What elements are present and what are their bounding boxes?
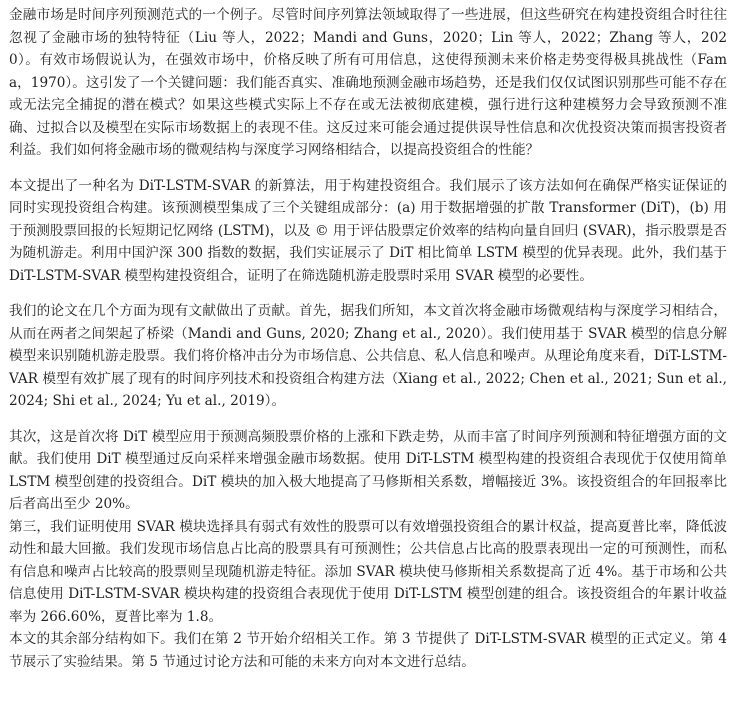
contribution-first-paragraph: 我们的论文在几个方面为现有文献做出了贡献。首先，据我们所知，本文首次将金融市场微观结构与深度学习相结合，从而在两者之间架起了桥梁（Mandi and Guns, 2020; Zhang et al., 2020）。我们使用基于 SVAR 模型的信息分解模型来识别随机游走股票。我们将价格冲击分为市场信息、公共信息、私人信息和噪声。从理论角度来看，DiT-LSTM-VAR 模型有效扩展了现有的时间序列技术和投资组合构建方法（Xiang et al., 2022; Chen et al., 2021; Sun et al., 2024; Shi et al., 2024; Yu et al., 2019）。 bbox=[9, 303, 727, 409]
structure-paragraph: 本文的其余部分结构如下。我们在第 2 节开始介绍相关工作。第 3 节提供了 DiT-LSTM-SVAR 模型的正式定义。第 4 节展示了实验结果。第 5 节通过讨论方法和可能的未来方向对本文进行总结。 bbox=[9, 631, 727, 670]
intro-paragraph: 金融市场是时间序列预测范式的一个例子。尽管时间序列算法领域取得了一些进展，但这些研究在构建投资组合时往往忽视了金融市场的独特特征（Liu 等人，2022；Mandi and Guns，2020；Lin 等人，2022；Zhang 等人，2020）。有效市场假说认为，在强效市场中，价格反映了所有可用信息，这使得预测未来价格走势变得极具挑战性（Fama，1970）。这引发了一个关键问题：我们能否真实、准确地预测金融市场趋势，还是我们仅仅试图识别那些可能不存在或无法完全捕捉的潜在模式？如果这些模式实际上不存在或无法被彻底建模，强行进行这种建模努力会导致预测不准确、过拟合以及模型在实际市场数据上的表现不佳。这反过来可能会通过提供误导性信息和次优投资决策而损害投资者利益。我们如何将金融市场的微观结构与深度学习网络相结合，以提高投资组合的性能？ bbox=[9, 7, 727, 158]
paper-body bbox=[9, 4, 727, 673]
contribution-second-paragraph: 其次，这是首次将 DiT 模型应用于预测高频股票价格的上涨和下跌走势，从而丰富了时间序列预测和特征增强方面的文献。我们使用 DiT 模型通过反向采样来增强金融市场数据。使用 DiT-LSTM 模型构建的投资组合表现优于仅使用简单 LSTM 模型创建的投资组合。DiT 模块的加入极大地提高了马修斯相关系数，增幅接近 3%。该投资组合的年回报率比后者高出至少 20%。 bbox=[9, 428, 727, 512]
method-paragraph: 本文提出了一种名为 DiT-LSTM-SVAR 的新算法，用于构建投资组合。我们展示了该方法如何在确保严格实证保证的同时实现投资组合构建。该预测模型集成了三个关键组成部分：(a) 用于数据增强的扩散 Transformer (DiT)，(b) 用于预测股票回报的长短期记忆网络 (LSTM)，以及 © 用于评估股票定价效率的结构向量自回归 (SVAR)，指示股票是否为随机游走。利用中国沪深 300 指数的数据，我们实证展示了 DiT 相比简单 LSTM 模型的优异表现。此外，我们基于 DiT-LSTM-SVAR 模型构建投资组合，证明了在筛选随机游走股票时采用 SVAR 模型的必要性。 bbox=[9, 177, 727, 284]
contribution-third-paragraph: 第三，我们证明使用 SVAR 模块选择具有弱式有效性的股票可以有效增强投资组合的累计权益，提高夏普比率，降低波动性和最大回撤。我们发现市场信息占比高的股票具有可预测性；公共信息占比高的股票表现出一定的可预测性，而私有信息和噪声占比较高的股票则呈现随机游走特征。添加 SVAR 模块使马修斯相关系数提高了近 4%。基于市场和公共信息使用 DiT-LSTM-SVAR 模块构建的投资组合表现优于使用 DiT-LSTM 模型创建的组合。该投资组合的年累计收益率为 266.60%，夏普比率为 1.8。 bbox=[9, 518, 727, 625]
